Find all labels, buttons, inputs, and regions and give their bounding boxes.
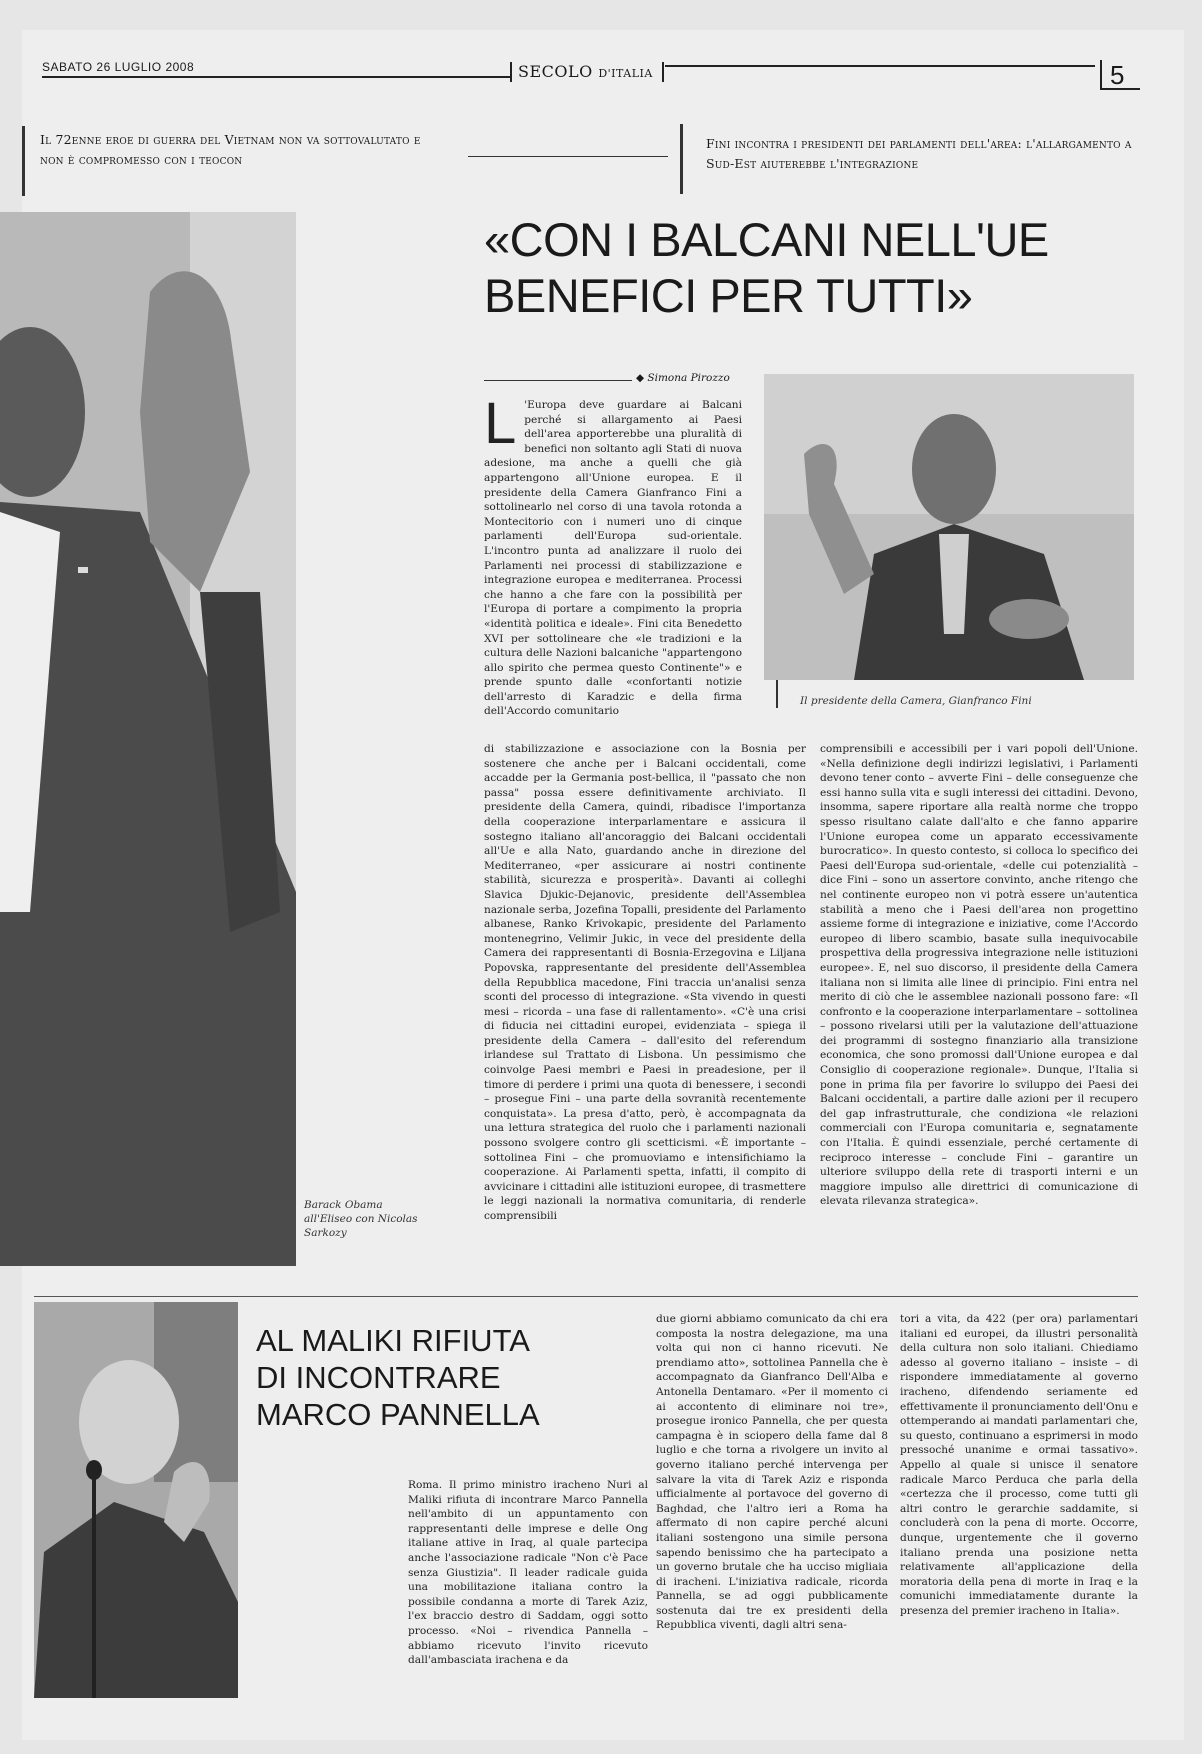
photo-fini — [764, 374, 1134, 680]
second-article-col2: due giorni abbiamo comunicato da chi era composta la nostra delegazione, ma una volta qui non ci hanno ricevuti. Ne prendiamo atto», sottolinea Pannella che è accompagnato da Gianfranco Dell'Alba e Antonella Dentamaro. «Per il momento ci ai accontento di eliminare noi tre», prosegue ironico Pannella, che per questa campagna è in sciopero della fame dal 8 luglio e che torna a rivolgere un invito al governo italiano perché intervenga per salvare la vita di Tarek Aziz e risponda ufficialmente al portavoce del governo di Baghdad, che l'altro ieri a Roma ha affermato di non capire perché alcuni italiani sostengono una simile persona sapendo benissimo che ha partecipato a un governo brutale che ha ucciso migliaia di iracheni. L'iniziativa radicale, ricorda Pannella, se ad oggi pubblicamente sostenuta dai tre ex presidenti della Repubblica viventi, dagli altri sena- — [656, 1313, 888, 1632]
header-divider — [510, 62, 512, 82]
main-headline-line2: BENEFICI PER TUTTI» — [484, 269, 973, 322]
header-rule-left — [42, 76, 512, 78]
header-rule-right — [665, 65, 1095, 67]
second-headline-line3: MARCO PANNELLA — [256, 1397, 540, 1432]
dropcap: L — [484, 398, 517, 456]
section-separator — [34, 1296, 1138, 1297]
byline-rule — [484, 380, 632, 381]
main-article-col1 — [484, 398, 742, 742]
kicker-bracket-right — [680, 124, 683, 194]
second-article-col1: Roma. Il primo ministro iracheno Nuri al Maliki rifiuta di incontrare Marco Pannella nell'ambito di un appuntamento con rappresentanti delle imprese e delle Ong italiane attive in Iraq, al quale partecipa anche l'associazione radicale "Non c'è Pace senza Giustizia". Il leader radicale guida una mobilitazione italiana contro la possibile condanna a morte di Tarek Aziz, l'ex braccio destro di Saddam, oggi sotto processo. «Noi – rivendica Pannella – abbiamo ricevuto l'invito ricevuto dall'ambasciata irachena e da — [408, 1479, 648, 1667]
photo-pannella — [34, 1302, 238, 1698]
kicker-separator — [468, 156, 668, 157]
main-article-col2: di stabilizzazione e associazione con la Bosnia per sostenere che anche per i Balcani occidentali, come accadde per la Germania post-bellica, il "passato che non passa" possa essere definitivamente archiviato. Il presidente della Camera, quindi, ribadisce l'importanza della cooperazione interparlamentare e assicura il sostegno italiano all'ancoraggio dei Balcani occidentali all'Ue e alla Nato, guardando anche in direzione del Mediterraneo, «per assicurare ai nostri continente stabilità, sicurezza e prosperità». Davanti ai colleghi Slavica Djukic-Dejanovic, presidente dell'Assemblea nazionale serba, Jozefina Topalli, presidente del Parlamento albanese, Ranko Krivokapic, presidente del Parlamento montenegrino, Velimir Jukic, in vece del presidente della Camera dei rappresentanti di Bosnia-Erzegovina e Liljana Popovska, rappresentante del presidente dell'Assemblea della Repubblica macedone, Fini traccia un'analisi senza sconti del processo di integrazione. «Sta vivendo in questi mesi – ricorda – una fase di rallentamento». «C'è una crisi di fiducia nei cittadini europei, evidenziata – spiega il presidente della Camera – dall'esito del referendum irlandese sul Trattato di Lisbona. Un pessimismo che coinvolge Paesi membri e Paesi in preadesione, per il timore di perdere i primi una quota di benessere, i secondi – prosegue Fini – una parte della sovranità recentemente conquistata». La presa d'atto, però, è accompagnata da una lettura strategica del ruolo che i parlamenti nazionali possono svolgere contro gli scetticismi. «È importante – sottolinea Fini – che promuoviamo e intensifichiamo la cooperazione. Ai Parlamenti spetta, infatti, il compito di avvicinare i cittadini alle istituzioni europee, di trasmettere le leggi nazionali la normativa comunitaria, di renderle comprensibili — [484, 743, 806, 1222]
second-headline-line2: DI INCONTRARE — [256, 1360, 501, 1395]
main-headline — [484, 212, 1144, 324]
main-headline-line1: «CON I BALCANI NELL'UE — [484, 213, 1049, 266]
kicker-left: Il 72enne eroe di guerra del Vietnam non va sottovalutato e non è compromesso con i teocon — [40, 132, 421, 167]
photo-obama — [0, 212, 296, 1266]
photo-obama-caption: Barack Obama all'Eliseo con Nicolas Sarkozy — [304, 1199, 418, 1239]
issue-date: SABATO 26 LUGLIO 2008 — [42, 60, 195, 74]
photo-obama-illustration — [0, 212, 296, 1266]
paper-name: SECOLO — [518, 62, 593, 81]
byline-author: Simona Pirozzo — [647, 372, 730, 384]
photo-pannella-illustration — [34, 1302, 238, 1698]
header-divider — [662, 62, 664, 82]
photo-fini-illustration — [764, 374, 1134, 680]
main-article-col3: comprensibili e accessibili per i vari popoli dell'Unione. «Nella definizione degli indirizzi legislativi, i Parlamenti devono tener conto – avverte Fini – delle conseguenze che essi hanno sulla vita e sugli interessi dei cittadini. Devono, insomma, sapere riportare alla realtà norme che troppo spesso risultano calate dall'alto e che fanno apparire l'Unione europea come un apparato eccessivamente burocratico». In questo contesto, si colloca lo specifico dei Paesi dell'Europa sud-orientale, «delle cui potenzialità – dice Fini – sono un assertore convinto, anche ritengo che nel continente europeo non vi potrà essere un'autentica stabilità a meno che i Paesi dell'area non progettino assieme forme di integrazione e iniziative, come l'Accordo europeo di libero scambio, basate sulla inequivocabile prospettiva della progressiva integrazione nelle istituzioni europee». E, nel suo discorso, il presidente della Camera italiana non si limita alle linee di principio. Fini entra nel merito di ciò che le assemblee nazionali possono fare: «Il confronto e la cooperazione interparlamentare – sottolinea – possono rivelarsi utili per la valutazione dell'attuazione dei programmi di sostegno finanziario alla transizione economica, che sono promossi dall'Unione europea e dal Consiglio di cooperazione regionale». Dunque, l'Italia si pone in prima fila per favorire lo sviluppo dei Paesi dei Balcani occidentali, a partire dalle azioni per il recupero del gap infrastrutturale, che condiziona «le relazioni commerciali con l'Europa comunitaria e, segnatamente con l'Italia. È quindi essenziale, perché certamente di reciproco interesse – conclude Fini – garantire un ulteriore sviluppo della rete di trasporti interni e un maggiore impulso alle direttrici di comunicazione di elevata rilevanza strategica». — [820, 743, 1138, 1208]
paper-masthead — [518, 62, 653, 81]
kicker-right: Fini incontra i presidenti dei parlamenti dell'area: l'allargamento a Sud-Est aiuterebbe l'integrazione — [706, 136, 1132, 171]
page-number: 5 — [1100, 60, 1140, 90]
photo-fini-caption: Il presidente della Camera, Gianfranco Fini — [800, 695, 1032, 707]
second-article-col3: tori a vita, da 422 (per ora) parlamentari italiani ed europei, da illustri personalità della cultura non solo italiani. Chiediamo adesso al governo italiano – insiste – di rispondere immediatamente al governo iracheno, difendendo seriamente ed effettivamente il pronunciamento dell'Onu e ottemperando ai mandati parlamentari che, su questo, continuano a esprimersi in modo pressoché unanime e ormai tassativo». Appello al quale si unisce il senatore radicale Marco Perduca che parla della «certezza che il processo, come tutti gli altri contro le gerarchie saddamite, si concluderà con la pena di morte. Occorre, dunque, urgentemente che il governo italiano prenda una posizione netta relativamente all'applicazione della moratoria della pena di morte in Iraq e la comunichi immediatamente durante la presenza del premier iracheno in Italia». — [900, 1313, 1138, 1617]
photo-fini-caption-bar — [776, 680, 778, 708]
second-headline-line1: AL MALIKI RIFIUTA — [256, 1323, 530, 1358]
byline: ◆ Simona Pirozzo — [636, 372, 730, 384]
kicker-bracket-left — [22, 126, 25, 196]
main-article-col1-text: 'Europa deve guardare ai Balcani perché si allargamento ai Paesi dell'area apporterebbe una pluralità di benefici non soltanto agli Stati di nuova adesione, ma anche a quelli che già appartengono all'Unione europea. E il presidente della Camera Gianfranco Fini a sottolinearlo nel corso di una tavola rotonda a Montecitorio con i numeri uno di cinque parlamenti dell'Europa sud-orientale. L'incontro punta ad analizzare il ruolo dei Parlamenti nei processi di stabilizzazione e integrazione europea e mediterranea. Processi che hanno a che fare con la possibilità per l'Europa di portare a compimento la propria «identità politica e ideale». Fini cita Benedetto XVI per sottolineare che «le tradizioni e la cultura delle Nazioni balcaniche "appartengono allo spirito che permea questo Continente"» e prende spunto dalle «confortanti notizie dell'arresto di Karadzic e della firma dell'Accordo comunitario — [484, 399, 742, 718]
paper-suffix: D'ITALIA — [598, 67, 653, 80]
second-headline — [256, 1322, 586, 1433]
